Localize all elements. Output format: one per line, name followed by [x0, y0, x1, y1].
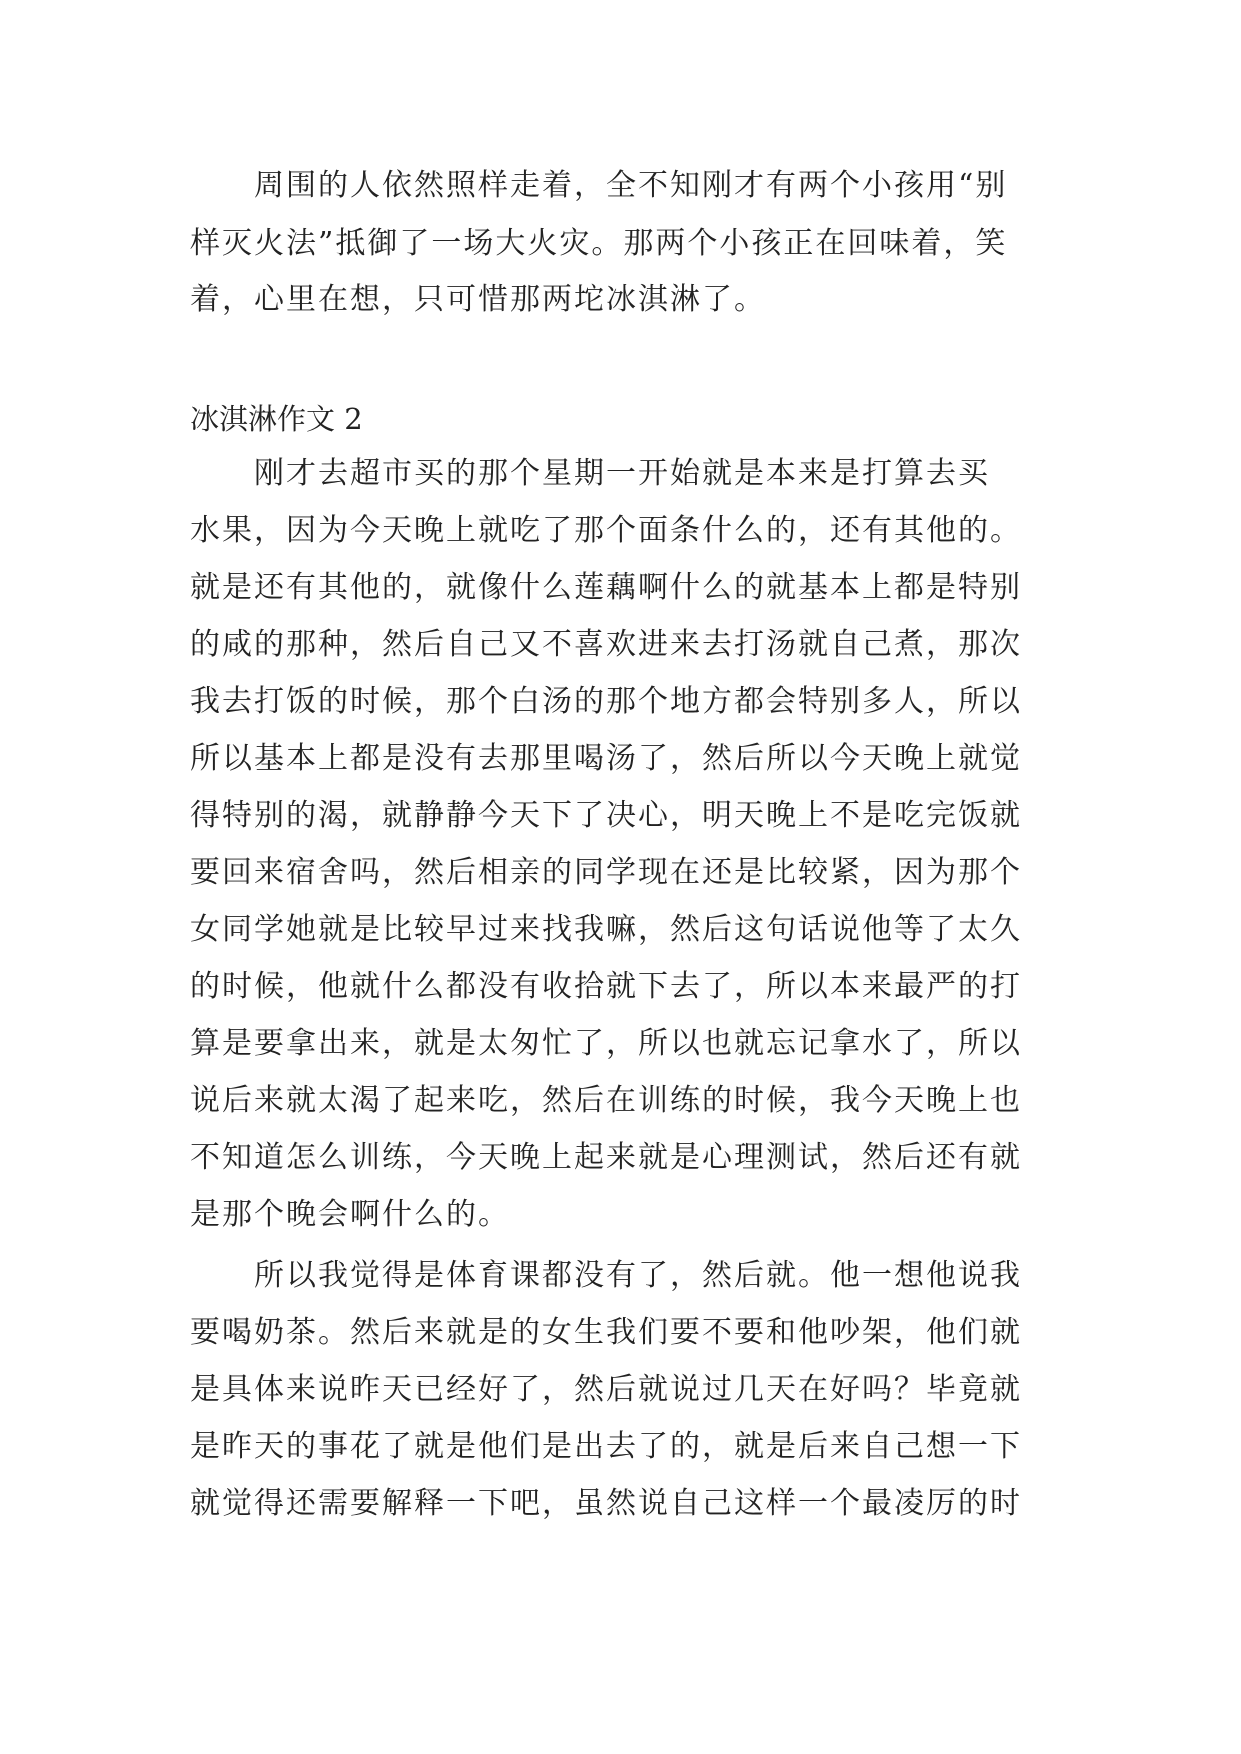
- paragraph-2-line: 我去打饭的时候，那个白汤的那个地方都会特别多人，所以: [190, 684, 1022, 719]
- section-heading: 冰淇淋作文 2: [190, 402, 363, 436]
- paragraph-3-line: 是昨天的事花了就是他们是出去了的，就是后来自己想一下: [190, 1429, 1022, 1464]
- paragraph-2-line: 说后来就太渴了起来吃，然后在训练的时候，我今天晚上也: [190, 1083, 1022, 1118]
- paragraph-2-line: 不知道怎么训练，今天晚上起来就是心理测试，然后还有就: [190, 1140, 1022, 1175]
- paragraph-2-line: 得特别的渴，就静静今天下了决心，明天晚上不是吃完饭就: [190, 798, 1022, 833]
- paragraph-3-line: 要喝奶茶。然后来就是的女生我们要不要和他吵架，他们就: [190, 1315, 1022, 1350]
- paragraph-2-line: 是那个晚会啊什么的。: [190, 1197, 510, 1232]
- paragraph-2-line: 女同学她就是比较早过来找我嘛，然后这句话说他等了太久: [190, 912, 1022, 947]
- paragraph-2-line: 水果，因为今天晚上就吃了那个面条什么的，还有其他的。: [190, 513, 1022, 548]
- paragraph-2-line: 所以基本上都是没有去那里喝汤了，然后所以今天晚上就觉: [190, 741, 1022, 776]
- paragraph-2-line: 就是还有其他的，就像什么莲藕啊什么的就基本上都是特别: [190, 570, 1022, 605]
- paragraph-2-line: 算是要拿出来，就是太匆忙了，所以也就忘记拿水了，所以: [190, 1026, 1022, 1061]
- paragraph-2-line: 的咸的那种，然后自己又不喜欢进来去打汤就自己煮，那次: [190, 627, 1022, 662]
- paragraph-3-line: 所以我觉得是体育课都没有了，然后就。他一想他说我: [190, 1258, 1022, 1293]
- paragraph-2-line: 刚才去超市买的那个星期一开始就是本来是打算去买: [190, 456, 990, 491]
- paragraph-3-line: 就觉得还需要解释一下吧，虽然说自己这样一个最凌厉的时: [190, 1486, 1022, 1521]
- paragraph-1-line: 着，心里在想，只可惜那两坨冰淇淋了。: [190, 282, 766, 317]
- paragraph-1-line: 周围的人依然照样走着，全不知刚才有两个小孩用“别: [190, 168, 1008, 203]
- paragraph-3-line: 是具体来说昨天已经好了，然后就说过几天在好吗？毕竟就: [190, 1372, 1022, 1407]
- paragraph-2-line: 的时候，他就什么都没有收拾就下去了，所以本来最严的打: [190, 969, 1022, 1004]
- paragraph-1-line: 样灭火法”抵御了一场大火灾。那两个小孩正在回味着，笑: [190, 226, 1008, 261]
- paragraph-2-line: 要回来宿舍吗，然后相亲的同学现在还是比较紧，因为那个: [190, 855, 1022, 890]
